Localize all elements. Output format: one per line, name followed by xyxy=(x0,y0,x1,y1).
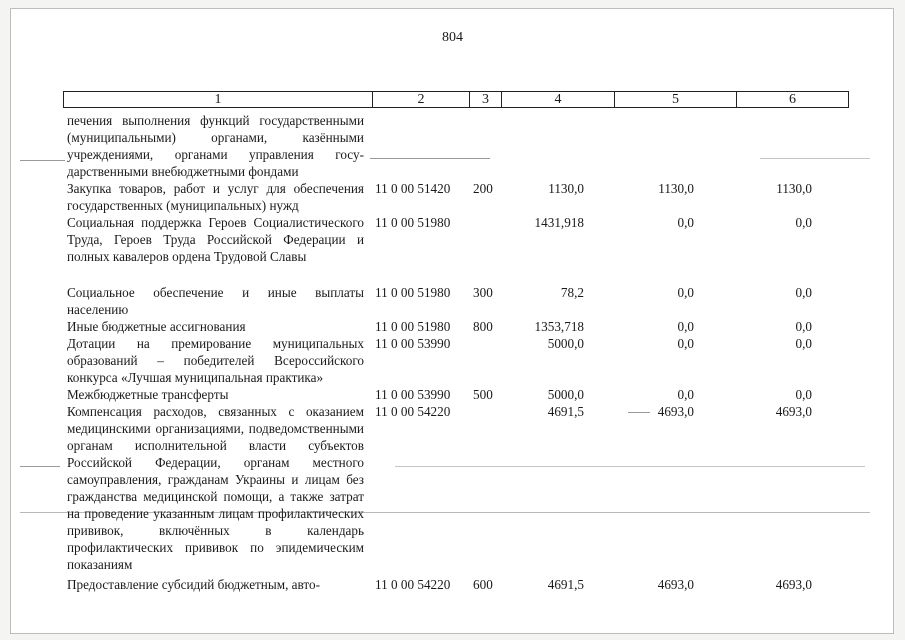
row-name: Закупка товаров, работ и услуг для обеспечения государственных (муниципальных) нужд xyxy=(67,181,364,213)
row-code: 11 0 00 53990 xyxy=(375,336,451,351)
header-col-6: 6 xyxy=(789,92,796,107)
row-name: Социальная поддержка Героев Социалистического Труда, Героев Труда Российской Федерации и полных кавалеров ордена Трудовой Славы xyxy=(67,215,364,264)
row-value-col5: 4693,0 xyxy=(657,404,694,419)
row-value-col5: 0,0 xyxy=(677,215,694,230)
row-value-col5: 0,0 xyxy=(677,319,694,334)
scan-artifact-line xyxy=(395,466,865,467)
row-value-col5: 4693,0 xyxy=(657,577,694,592)
row-value-col4: 4691,5 xyxy=(547,404,584,419)
row-expense-type: 600 xyxy=(473,577,493,592)
row-expense-type: 500 xyxy=(473,387,493,402)
row-name: печения выполнения функций государственными (муниципальными) органами, казёнными учреждениями, органами управления государственными внебюджетными фондами xyxy=(67,113,364,179)
row-name: Дотации на премирование муниципальных образований – победителей Всероссийского конкурса «Лучшая муниципальная практика» xyxy=(67,336,364,385)
row-value-col4: 5000,0 xyxy=(547,336,584,351)
row-code: 11 0 00 51420 xyxy=(375,181,451,196)
row-name: Межбюджетные трансферты xyxy=(67,387,229,402)
scan-artifact-line xyxy=(760,158,870,159)
scan-artifact-line xyxy=(370,158,490,159)
row-name: Иные бюджетные ассигнования xyxy=(67,319,246,334)
row-code: 11 0 00 51980 xyxy=(375,215,451,230)
row-expense-type: 800 xyxy=(473,319,493,334)
header-col-1: 1 xyxy=(64,92,373,107)
header-col-3: 3 xyxy=(470,92,502,107)
scan-artifact-line xyxy=(20,466,60,467)
header-col-4: 4 xyxy=(502,92,615,107)
row-value-col6: 0,0 xyxy=(795,285,812,300)
page-number: 804 xyxy=(442,30,463,45)
row-value-col4: 1353,718 xyxy=(534,319,584,334)
row-expense-type: 200 xyxy=(473,181,493,196)
row-value-col5: 0,0 xyxy=(677,387,694,402)
row-value-col6: 4693,0 xyxy=(775,577,812,592)
row-value-col5: 1130,0 xyxy=(658,181,694,196)
row-value-col6: 1130,0 xyxy=(776,181,812,196)
row-code: 11 0 00 54220 xyxy=(375,577,451,592)
header-col-5: 5 xyxy=(615,92,737,107)
row-name: Социальное обеспечение и иные выплаты населению xyxy=(67,285,364,317)
row-code: 11 0 00 53990 xyxy=(375,387,451,402)
table-header xyxy=(63,91,849,108)
row-value-col5: 0,0 xyxy=(677,336,694,351)
row-value-col6: 0,0 xyxy=(795,336,812,351)
row-value-col4: 1130,0 xyxy=(548,181,584,196)
row-code: 11 0 00 51980 xyxy=(375,285,451,300)
row-value-col5: 0,0 xyxy=(677,285,694,300)
row-value-col6: 0,0 xyxy=(795,319,812,334)
row-value-col6: 0,0 xyxy=(795,387,812,402)
row-value-col6: 0,0 xyxy=(795,215,812,230)
row-name: Компенсация расходов, связанных с оказанием медицинскими организациями, подведомственными органам исполнительной власти субъектов Российской Федерации, органам местного самоуправления, гражданам Украины и лицам без гражданства медицинской помощи, а также затрат на проведение указанным лицам профилактических прививок, включённых в календарь профилактических прививок по эпидемическим показаниям xyxy=(67,404,364,572)
row-expense-type: 300 xyxy=(473,285,493,300)
row-value-col4: 4691,5 xyxy=(547,577,584,592)
row-name: Предоставление субсидий бюджетным, авто- xyxy=(67,577,320,592)
row-code: 11 0 00 51980 xyxy=(375,319,451,334)
scan-artifact-line xyxy=(20,160,65,161)
row-value-col4: 5000,0 xyxy=(547,387,584,402)
row-value-col4: 1431,918 xyxy=(534,215,584,230)
row-value-col6: 4693,0 xyxy=(775,404,812,419)
row-value-col4: 78,2 xyxy=(560,285,584,300)
row-code: 11 0 00 54220 xyxy=(375,404,451,419)
header-col-2: 2 xyxy=(373,92,470,107)
